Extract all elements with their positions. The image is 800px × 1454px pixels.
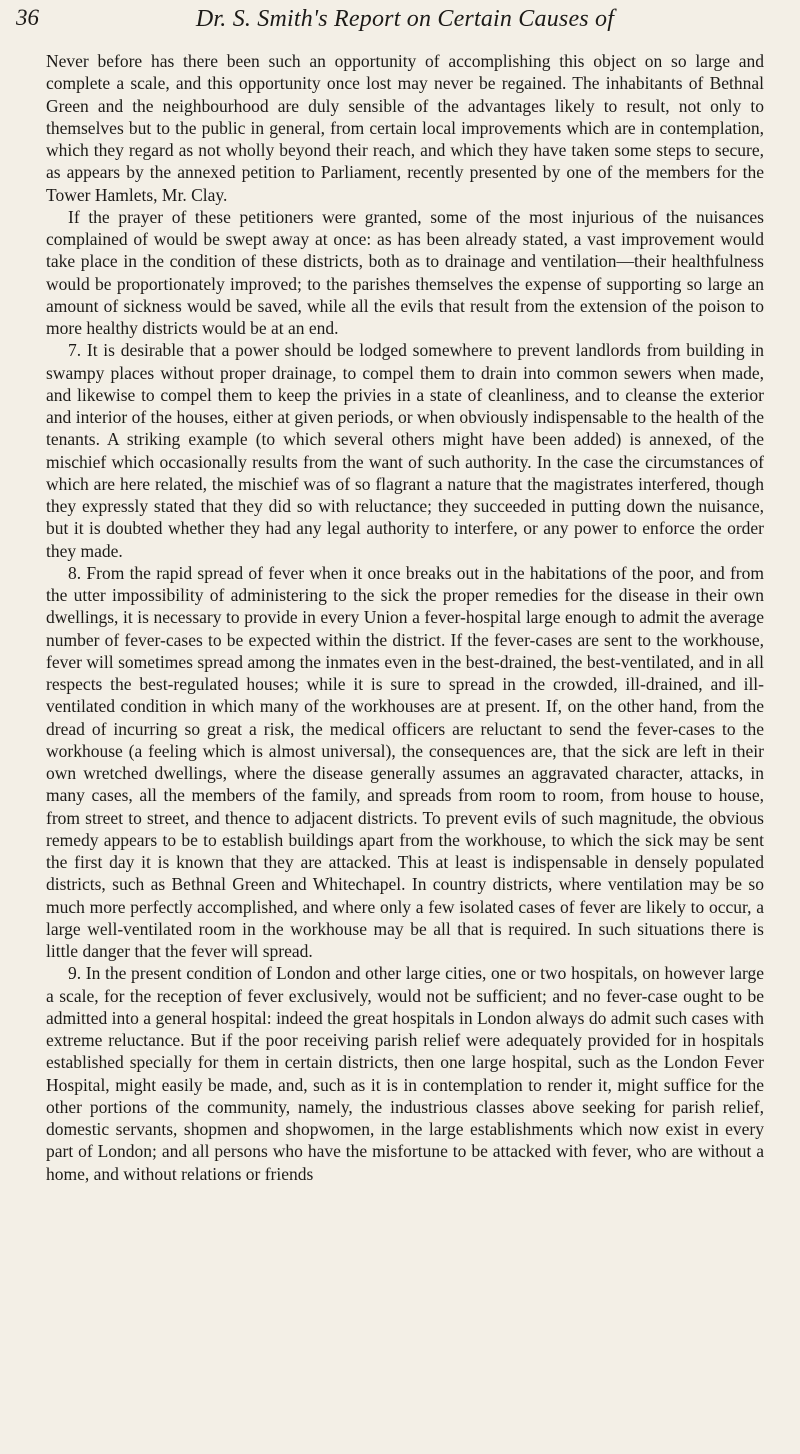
paragraph-text: It is desirable that a power should be lodged somewhere to prevent landlords from building in swampy places without proper drainage, to compel them to drain into common sewers when made, and likewise to compel them to keep the privies in a state of cleanliness, and to cleanse the exterior and interior of the houses, either at given periods, or when obviously indispensable to the health of the tenants. A striking example (to which several others might have been added) is annexed, of the mischief which occasionally results from the want of such authority. In the case the circumstances of which are here related, the mischief was of so flagrant a nature that the magistrates interfered, though they expressly stated that they did so with reluctance; they succeeded in putting down the nuisance, but it is doubted whether they had any legal authority to interfere, or any power to enforce the order they made. <box>46 340 764 561</box>
running-title: Dr. S. Smith's Report on Certain Causes of <box>195 6 615 32</box>
paragraph-text: In the present condition of London and other large cities, one or two hospitals, on however large a scale, for the reception of fever exclusively, would not be sufficient; and no fever-case ought to be admitted into a general hospital: indeed the great hospitals in London always do admit such cases with extreme reluctance. But if the poor receiving parish relief were adequately provided for in hospitals established specially for them in certain districts, then one large hospital, such as the London Fever Hospital, might easily be made, and, such as it is in contemplation to render it, might suffice for the other portions of the community, namely, the industrious classes above seeking for parish relief, domestic servants, shopmen and shopwomen, in the large establishments which now exist in every part of London; and all persons who have the misfortune to be attacked with fever, who are without a home, and without relations or friends <box>46 963 765 1184</box>
paragraph-7 <box>46 339 764 562</box>
body-text <box>46 50 764 1185</box>
page-number: 36 <box>16 5 39 30</box>
running-head <box>16 5 764 36</box>
paragraph-number: 8. <box>68 562 82 583</box>
paragraph-never-before <box>46 50 764 206</box>
paragraph-text: From the rapid spread of fever when it once breaks out in the habitations of the poor, and from the utter impossibility of administering to the sick the proper remedies for the disease in their own dwellings, it is necessary to provide in every Union a fever-hospital large enough to admit the average number of fever-cases to be expected within the district. If the fever-cases are sent to the workhouse, fever will sometimes spread among the inmates even in the best-drained, the best-ventilated, and in all respects the best-regulated houses; while it is sure to spread in the crowded, ill-drained, and ill-ventilated condition in which many of the workhouses are at present. If, on the other hand, from the dread of incurring so great a risk, the medical officers are reluctant to send the fever-cases to the workhouse (a feeling which is almost universal), the consequences are, that the sick are left in their own wretched dwellings, where the disease generally assumes an aggravated character, attacks, in many cases, all the members of the family, and spreads from room to room, from house to house, from street to street, and thence to adjacent districts. To prevent evils of such magnitude, the obvious remedy appears to be to establish buildings apart from the workhouse, to which the sick may be sent the first day it is known that they are attacked. This at least is indispensable in densely populated districts, such as Bethnal Green and Whitechapel. In country districts, where ventilation may be so much more perfectly accomplished, and where only a few isolated cases of fever are likely to occur, a large well-ventilated room in the workhouse may be all that is required. In such situations there is little danger that the fever will spread. <box>46 562 764 961</box>
paragraph-text: Never before has there been such an opportunity of accomplishing this object on so large and complete a scale, and this opportunity once lost may never be regained. The inhabitants of Bethnal Green and the neighbourhood are duly sensible of the advantages likely to result, not only to themselves but to the public in general, from certain local improvements which are in contemplation, which they regard as not wholly beyond their reach, and which they have taken some steps to secure, as appears by the annexed petition to Parliament, recently presented by one of the members for the Tower Hamlets, Mr. Clay. <box>46 51 764 205</box>
paragraph-9 <box>46 962 764 1185</box>
paragraph-text: If the prayer of these petitioners were granted, some of the most injurious of the nuisances complained of would be swept away at once: as has been already stated, a vast improvement would take place in the condition of these districts, both as to drainage and ventilation—their healthfulness would be proportionately improved; to the parishes themselves the expense of supporting so large an amount of sickness would be saved, while all the evils that result from the extension of the poison to more healthy districts would be at an end. <box>46 206 764 338</box>
paragraph-number: 9. <box>68 963 82 984</box>
paragraph-prayer-petitioners <box>46 206 764 340</box>
paragraph-number: 7. <box>68 340 82 361</box>
paragraph-8 <box>46 562 764 963</box>
